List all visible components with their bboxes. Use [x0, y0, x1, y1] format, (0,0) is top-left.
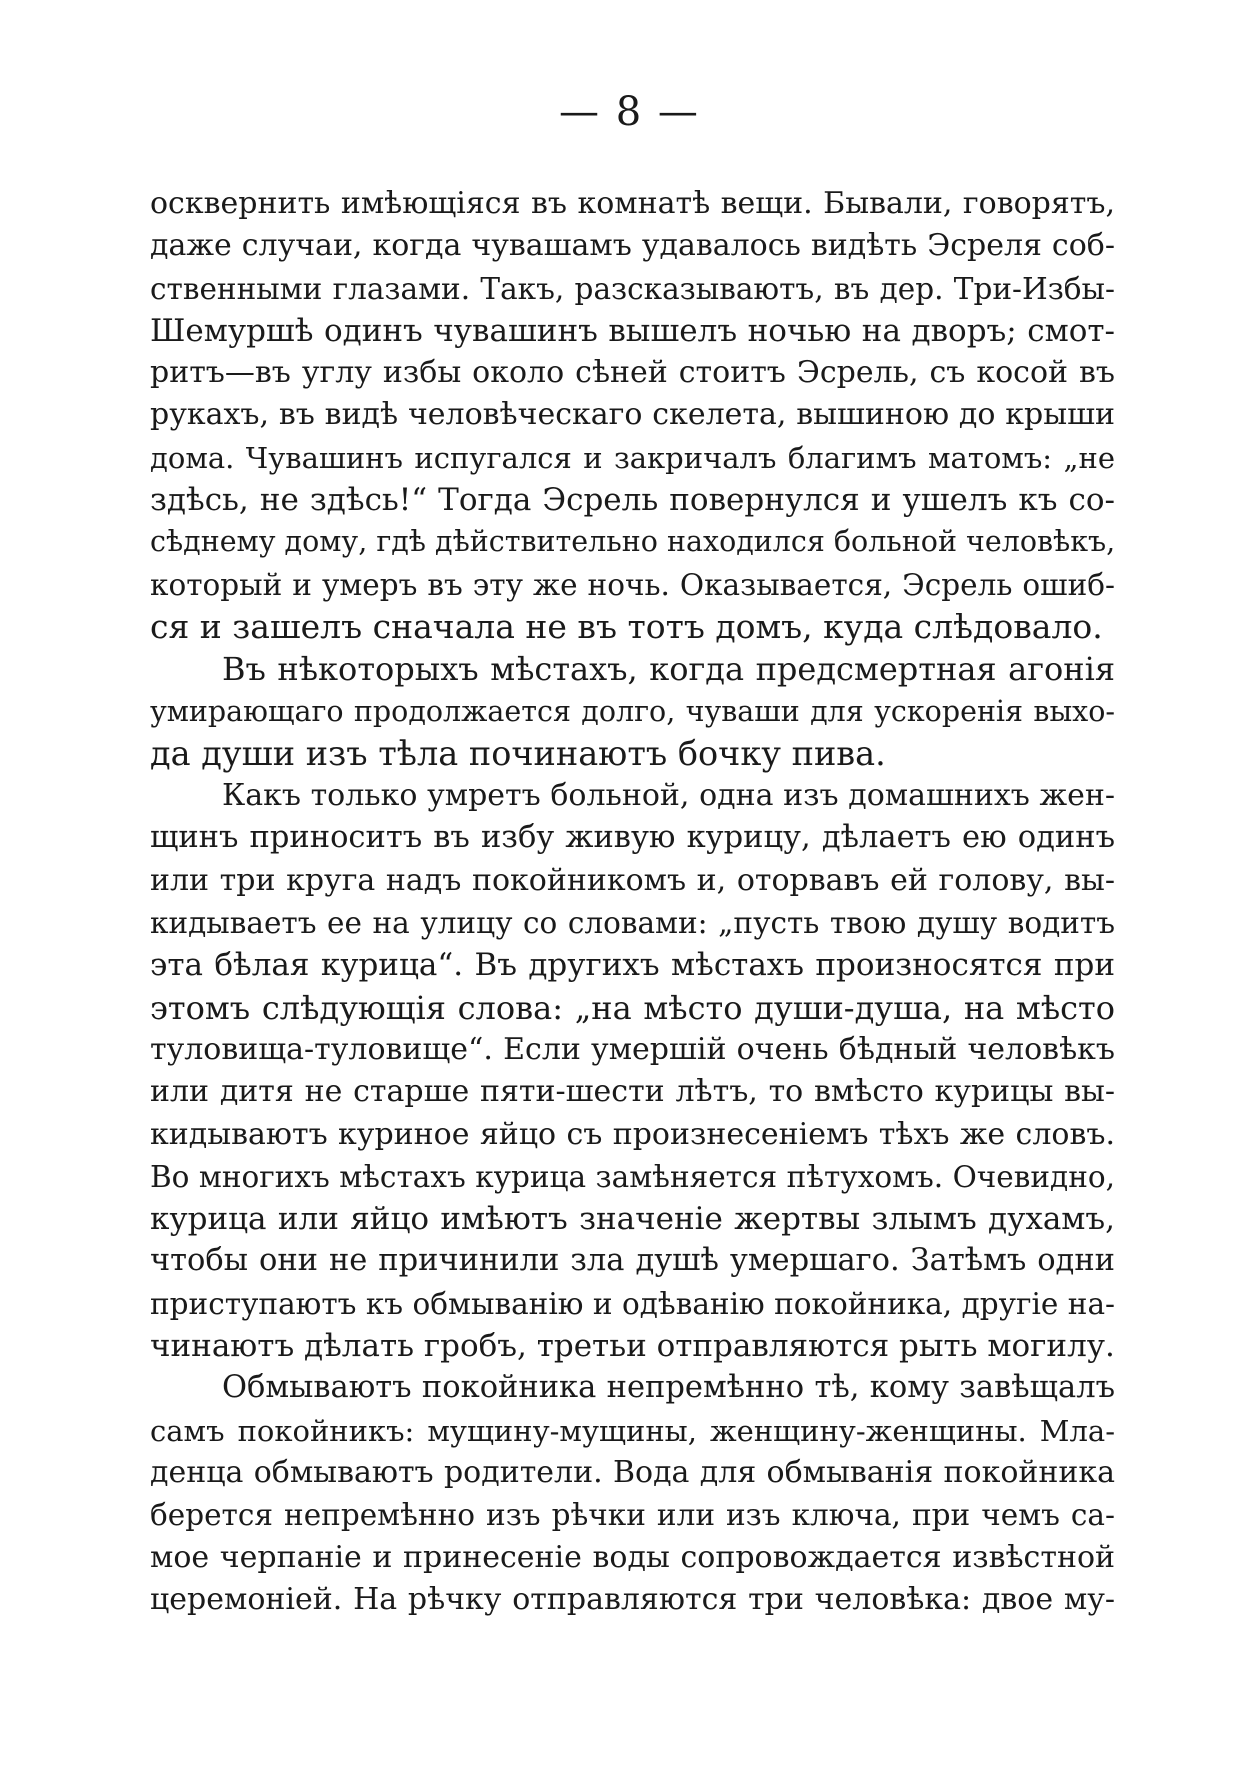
text-line: кидываетъ ее на улицу со словами: „пусть твою душу водитъ — [150, 906, 1115, 941]
text-line: ственными глазами. Такъ, разсказываютъ, въ дер. Три-Избы- — [150, 271, 1115, 306]
text-line: умирающаго продолжается долго, чуваши для ускоренія выхо- — [150, 694, 1115, 728]
text-line: ритъ—въ углу избы около сѣней стоитъ Эсрель, съ косой въ — [150, 355, 1115, 391]
text-line: кидываютъ куриное яйцо съ произнесеніемъ тѣхъ же словъ. — [150, 1116, 1115, 1152]
text-line: или дитя не старше пяти-шести лѣтъ, то вмѣсто курицы вы- — [150, 1074, 1115, 1110]
text-line: церемоніей. На рѣчку отправляются три человѣка: двое му- — [150, 1581, 1115, 1617]
text-line: или три круга надъ покойникомъ и, оторвавъ ей голову, вы- — [150, 862, 1115, 898]
text-line: чтобы они не причинили зла душѣ умершаго. Затѣмъ одни — [150, 1243, 1115, 1279]
text-line: Въ нѣкоторыхъ мѣстахъ, когда предсмертная агонія — [222, 650, 1115, 689]
text-line: который и умеръ въ эту же ночь. Оказывается, Эсрель ошиб- — [150, 567, 1115, 602]
text-line: щинъ приноситъ въ избу живую курицу, дѣлаетъ ею одинъ — [150, 820, 1115, 856]
text-line: ся и зашелъ сначала не въ тотъ домъ, куда слѣдовало. — [150, 606, 1103, 646]
text-line: приступаютъ къ обмыванію и одѣванію покойника, другіе на- — [150, 1286, 1115, 1321]
body-text — [150, 183, 1115, 1621]
text-line: Какъ только умретъ больной, одна изъ домашнихъ жен- — [222, 778, 1115, 814]
text-line: здѣсь, не здѣсь!“ Тогда Эсрель повернулся и ушелъ къ со- — [150, 482, 1115, 519]
text-line: чинаютъ дѣлать гробъ, третьи отправляются рыть могилу. — [150, 1328, 1115, 1365]
text-line: даже случаи, когда чувашамъ удавалось видѣть Эсреля соб- — [150, 228, 1115, 264]
text-line: Шемуршѣ одинъ чувашинъ вышелъ ночью на дворъ; смот- — [150, 312, 1115, 349]
page-number: — 8 — — [559, 89, 700, 135]
text-line: курица или яйцо имѣютъ значеніе жертвы злымъ духамъ, — [150, 1201, 1115, 1238]
text-line: сѣднему дому, гдѣ дѣйствительно находился больной человѣкъ, — [150, 525, 1116, 559]
text-line: мое черпаніе и принесеніе воды сопровождается извѣстной — [150, 1539, 1115, 1575]
text-line: эта бѣлая курица“. Въ другихъ мѣстахъ произносятся при — [150, 947, 1115, 984]
text-line: берется непремѣнно изъ рѣчки или изъ ключа, при чемъ са- — [150, 1498, 1115, 1533]
text-line: Обмываютъ покойника непремѣнно тѣ, кому завѣщалъ — [222, 1370, 1115, 1406]
text-line: рукахъ, въ видѣ человѣческаго скелета, вышиною до крыши — [150, 397, 1115, 433]
text-line: дома. Чувашинъ испугался и закричалъ благимъ матомъ: „не — [150, 440, 1115, 475]
text-line: этомъ слѣдующія слова: „на мѣсто души-душа, на мѣсто — [150, 988, 1115, 1027]
text-line: да души изъ тѣла починаютъ бочку пива. — [150, 733, 886, 773]
text-line: Во многихъ мѣстахъ курица замѣняется пѣтухомъ. Очевидно, — [150, 1159, 1115, 1194]
text-line: туловища-туловище“. Если умершій очень бѣдный человѣкъ — [150, 1031, 1115, 1067]
text-line: самъ покойникъ: мущину-мущины, женщину-женщины. Мла- — [150, 1413, 1115, 1448]
text-line: осквернить имѣющіяся въ комнатѣ вещи. Бывали, говорятъ, — [150, 186, 1115, 221]
text-line: денца обмываютъ родители. Вода для обмыванія покойника — [150, 1454, 1115, 1490]
